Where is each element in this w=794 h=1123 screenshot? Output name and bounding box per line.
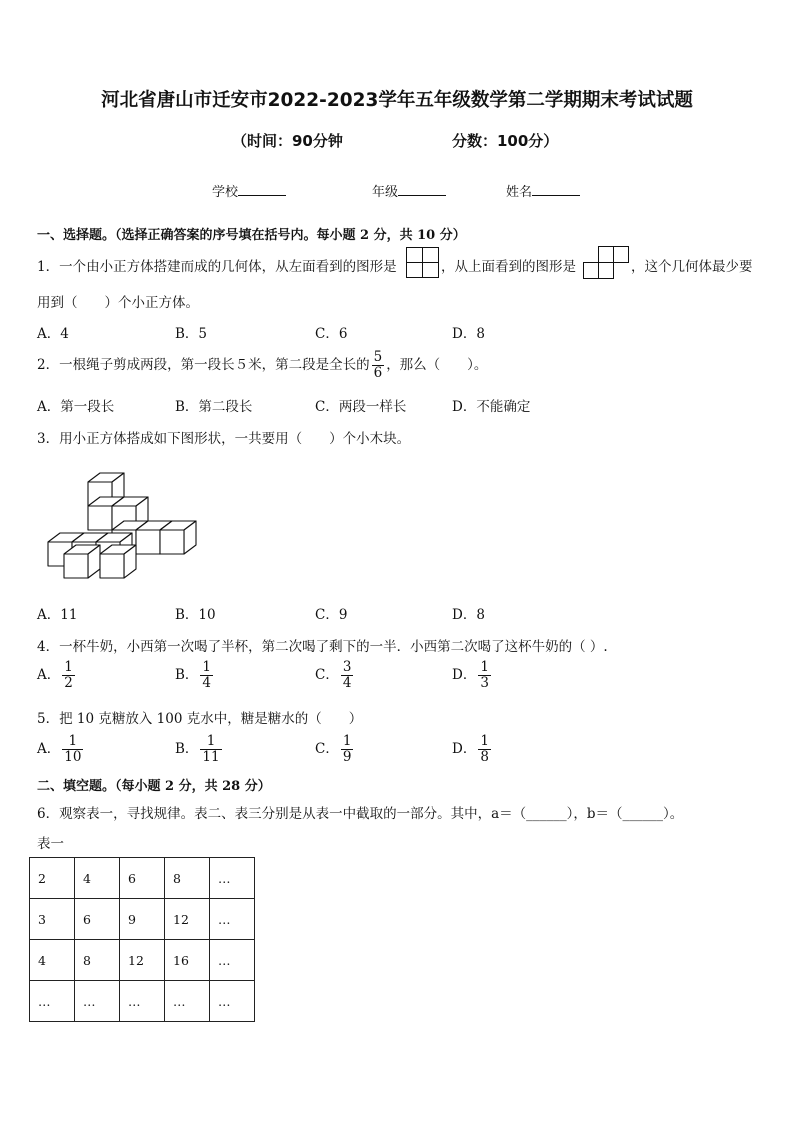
- q1-option-c: C．6: [315, 326, 348, 342]
- q5-d-num: 1: [480, 733, 489, 749]
- table-cell: 6: [75, 899, 120, 940]
- q4-option-d-label: D．: [452, 667, 477, 683]
- school-label: 学校: [212, 185, 239, 200]
- grade-label: 年级: [372, 185, 399, 200]
- q5-c-den: 9: [342, 749, 352, 765]
- table-row: [30, 899, 255, 940]
- q4-option-a-fraction: [62, 660, 75, 691]
- q5-option-a-fraction: [62, 734, 83, 765]
- name-label: 姓名: [506, 185, 533, 200]
- table-cell: 6: [120, 858, 165, 899]
- table-row: [30, 940, 255, 981]
- q3-option-a: A．11: [37, 607, 78, 623]
- q2-option-a: A．第一段长: [37, 399, 115, 415]
- table-cell: …: [210, 899, 255, 940]
- q2-option-b: B．第二段长: [175, 399, 253, 415]
- q5-option-c: [315, 734, 355, 765]
- table-cell: …: [210, 981, 255, 1022]
- q4-d-den: 3: [480, 675, 489, 691]
- cube: [64, 545, 100, 578]
- q4-option-d: [452, 660, 493, 691]
- grade-blank: [398, 183, 446, 196]
- left-view-figure: [406, 247, 440, 279]
- q3-option-c: C．9: [315, 607, 348, 623]
- q2-text: [37, 350, 487, 381]
- q4-option-c-label: C．: [315, 667, 339, 683]
- q4-c-den: 4: [342, 675, 352, 691]
- table-cell: …: [120, 981, 165, 1022]
- q3-option-d: D．8: [452, 607, 485, 623]
- q4-a-num: 1: [64, 659, 73, 675]
- q2-frac-den: 6: [373, 365, 383, 381]
- q5-option-a-label: A．: [37, 741, 61, 757]
- table-cell: 8: [165, 858, 210, 899]
- q5-option-a: [37, 734, 85, 765]
- q4-c-num: 3: [342, 659, 352, 675]
- q3-text: 3．用小正方体搭成如下图形状，一共要用（ ）个小木块。: [37, 431, 411, 447]
- table-cell: …: [75, 981, 120, 1022]
- q4-option-c-fraction: [341, 660, 354, 691]
- q4-option-d-fraction: [478, 660, 491, 691]
- table1-label: 表一: [37, 836, 64, 852]
- q2-fraction: [372, 350, 385, 381]
- q4-option-b-label: B．: [175, 667, 199, 683]
- name-blank: [532, 183, 580, 196]
- table-cell: 16: [165, 940, 210, 981]
- table-row: [30, 981, 255, 1022]
- cube: [100, 545, 136, 578]
- table-cell: …: [30, 981, 75, 1022]
- q5-option-d-fraction: [478, 734, 491, 765]
- q4-option-a-label: A．: [37, 667, 61, 683]
- q4-a-den: 2: [64, 675, 73, 691]
- table-row: [30, 858, 255, 899]
- q5-d-den: 8: [480, 749, 489, 765]
- q5-a-den: 10: [64, 749, 82, 765]
- q1-text-part2: ，从上面看到的图形是: [441, 259, 576, 275]
- q3-option-b: B．10: [175, 607, 216, 623]
- q5-b-num: 1: [200, 734, 221, 750]
- top-view-figure: [583, 246, 631, 279]
- q5-option-b-fraction: [200, 734, 221, 765]
- q1-text-line2: 用到（ ）个小正方体。: [37, 295, 199, 311]
- q5-option-b-label: B．: [175, 741, 199, 757]
- q1-text-part3: ，这个几何体最少要: [631, 259, 753, 275]
- q2-text-before: 2．一根绳子剪成两段，第一段长５米，第二段是全长的: [37, 357, 370, 373]
- table-cell: 4: [75, 858, 120, 899]
- table-cell: 12: [165, 899, 210, 940]
- q4-text: 4．一杯牛奶，小西第一次喝了半杯，第二次喝了剩下的一半．小西第二次喝了这杯牛奶的（ ）.: [37, 639, 608, 655]
- time-label: （时间：90分钟: [232, 132, 343, 150]
- q6-text: 6．观察表一，寻找规律。表二、表三分别是从表一中截取的一部分。其中，a＝（______），b＝（______）。: [37, 806, 684, 822]
- q5-option-d: [452, 734, 493, 765]
- q2-frac-num: 5: [373, 349, 383, 365]
- cube-stack-figure: [40, 462, 190, 586]
- school-field: [212, 181, 286, 200]
- q2-option-c: C．两段一样长: [315, 399, 407, 415]
- q5-option-c-fraction: [341, 734, 354, 765]
- q5-option-b: [175, 734, 224, 765]
- q4-option-a: [37, 660, 77, 691]
- cube: [160, 521, 196, 554]
- q4-d-num: 1: [480, 659, 489, 675]
- q5-b-den: 11: [202, 749, 220, 765]
- q5-text: 5．把 10 克糖放入 100 克水中，糖是糖水的（ ）: [37, 711, 363, 727]
- q1-option-d: D．8: [452, 326, 485, 342]
- table-cell: 2: [30, 858, 75, 899]
- table-cell: …: [165, 981, 210, 1022]
- score-label: 分数：100分）: [452, 132, 559, 150]
- table-cell: 4: [30, 940, 75, 981]
- q4-option-b: [175, 660, 215, 691]
- table-cell: …: [210, 940, 255, 981]
- section-fill-heading: 二、填空题。（每小题 2 分，共 28 分）: [37, 779, 271, 794]
- q4-b-num: 1: [202, 659, 212, 675]
- q2-option-d: D．不能确定: [452, 399, 531, 415]
- section-choice-heading: 一、选择题。（选择正确答案的序号填在括号内。每小题 2 分，共 10 分）: [37, 228, 466, 243]
- table-cell: 3: [30, 899, 75, 940]
- grade-field: [372, 181, 446, 200]
- school-blank: [238, 183, 286, 196]
- table-cell: 9: [120, 899, 165, 940]
- q5-option-c-label: C．: [315, 741, 339, 757]
- q1-option-b: B．5: [175, 326, 208, 342]
- table-cell: 12: [120, 940, 165, 981]
- q4-option-c: [315, 660, 355, 691]
- pattern-table-1: [29, 857, 255, 1022]
- q5-option-d-label: D．: [452, 741, 477, 757]
- name-field: [506, 181, 580, 200]
- table-cell: …: [210, 858, 255, 899]
- table-cell: 8: [75, 940, 120, 981]
- exam-title: 河北省唐山市迁安市2022-2023学年五年级数学第二学期期末考试试题: [101, 90, 693, 111]
- q5-a-num: 1: [62, 734, 83, 750]
- q4-option-b-fraction: [200, 660, 213, 691]
- q4-b-den: 4: [202, 675, 212, 691]
- q2-text-after: ，那么（ ）。: [386, 357, 488, 373]
- q5-c-num: 1: [342, 733, 352, 749]
- q1-option-a: A．4: [37, 326, 69, 342]
- q1-text-part1: 1．一个由小正方体搭建而成的几何体，从左面看到的图形是: [37, 259, 397, 275]
